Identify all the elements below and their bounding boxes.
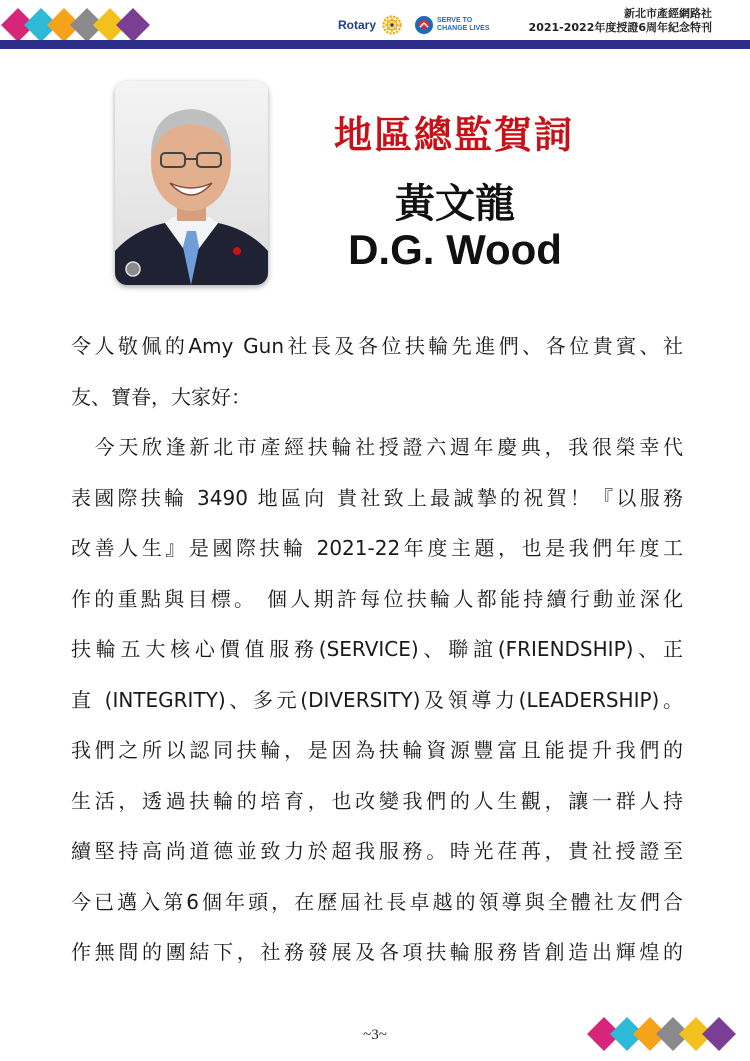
page-number: ~3~: [363, 1027, 387, 1043]
body-line: 友、寶眷，大家好：: [71, 384, 251, 409]
body-line: 扶輪五大核心價值服務(SERVICE)、聯誼(FRIENDSHIP)、正: [71, 637, 683, 661]
footer-diamond-decoration: [586, 1012, 746, 1056]
body-line: 今天欣逢新北市產經扶輪社授證六週年慶典，我很榮幸代: [71, 435, 683, 459]
header-diamond-decoration: [2, 5, 162, 45]
serve-logo-icon: [414, 15, 434, 35]
page-title: 地區總監賀詞: [333, 113, 574, 157]
portrait-illustration: [115, 81, 268, 285]
body-line: 直 (INTEGRITY)、多元(DIVERSITY)及領導力(LEADERSHIP)。: [71, 687, 683, 712]
paragraph-greeting: [71, 321, 683, 422]
header-bar: [0, 40, 750, 49]
body-line: 今已邁入第6個年頭，在歷屆社長卓越的領導與全體社友們合: [71, 889, 683, 914]
body-line: 生活，透過扶輪的培育，也改變我們的人生觀，讓一群人持: [71, 788, 683, 813]
header-title-block: [529, 7, 712, 35]
body-line: 作無間的團結下，社務發展及各項扶輪服務皆創造出輝煌的: [71, 940, 683, 964]
body-line: 續堅持高尚道德並致力於超我服務。時光荏苒，貴社授證至: [71, 839, 683, 863]
governor-name-english: D.G. Wood: [348, 226, 562, 273]
rotary-wheel-icon: [382, 15, 402, 35]
body-line: 我們之所以認同扶輪，是因為扶輪資源豐富且能提升我們的: [71, 738, 683, 762]
edition-title: 2021-2022年度授證6周年紀念特刊: [528, 21, 712, 34]
serve-line-1: SERVE TO: [437, 17, 473, 24]
body-line: 令人敬佩的Amy Gun社長及各位扶輪先進們、各位貴賓、社: [71, 334, 683, 358]
body-line: 表國際扶輪 3490 地區向 貴社致上最誠摯的祝賀！『以服務: [71, 485, 683, 510]
serve-to-change-lives-logo: [414, 15, 490, 35]
message-body: [71, 321, 683, 978]
body-line: 改善人生』是國際扶輪 2021-22年度主題，也是我們年度工: [71, 536, 683, 560]
rotary-wordmark: Rotary: [338, 18, 377, 32]
body-line: 作的重點與目標。 個人期許每位扶輪人都能持續行動並深化: [71, 586, 683, 611]
serve-line-2: CHANGE LIVES: [437, 25, 490, 32]
paragraph-main: [71, 422, 683, 978]
portrait-photo: [115, 81, 268, 285]
club-name: 新北市產經網路社: [624, 7, 712, 20]
governor-name-chinese: 黃文龍: [395, 181, 515, 227]
rotary-logos: [338, 12, 490, 38]
